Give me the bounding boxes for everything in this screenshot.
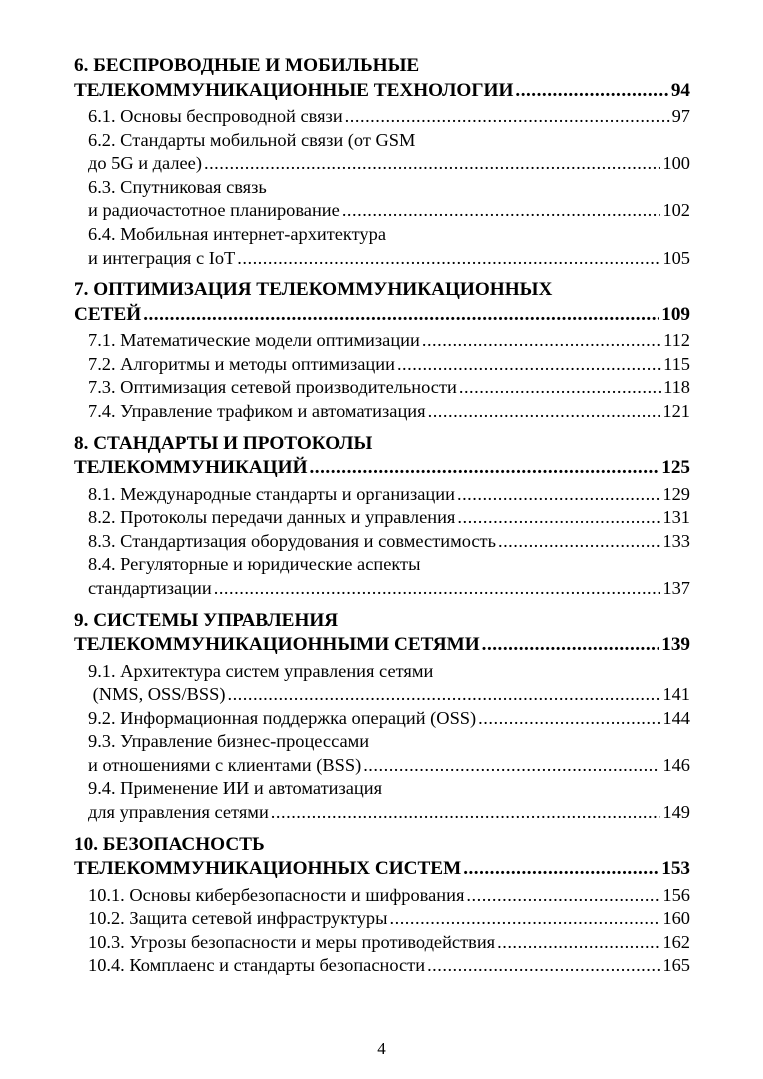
section-page-number: 97: [671, 106, 690, 126]
chapter-page-number: 139: [661, 634, 690, 655]
chapter-title-line2: СЕТЕЙ: [74, 303, 142, 325]
section-entry[interactable]: [88, 530, 690, 554]
section-page-number: 144: [662, 707, 690, 728]
section-entry[interactable]: [88, 376, 690, 400]
section-title-line1: 9.1. Архитектура систем управления сетями: [88, 660, 434, 681]
dot-leader: [271, 801, 661, 825]
section-page-number: 115: [663, 353, 690, 374]
section-entry[interactable]: [88, 777, 690, 824]
section-entry[interactable]: [88, 553, 690, 600]
chapter-title-line1: 6. БЕСПРОВОДНЫЕ И МОБИЛЬНЫЕ: [74, 55, 420, 76]
section-title: 7.3. Оптимизация сетевой производительности: [88, 377, 457, 398]
dot-leader: [345, 105, 670, 129]
dot-leader: [428, 400, 661, 424]
section-title: 9.2. Информационная поддержка операций (OSS): [88, 707, 477, 728]
chapter-page-number: 153: [661, 858, 690, 880]
dot-leader: [143, 303, 659, 328]
dot-leader: [478, 707, 660, 731]
section-title: (NMS, OSS/BSS): [88, 684, 226, 705]
section-page-number: 156: [662, 884, 690, 905]
dot-leader: [457, 483, 660, 507]
section-page-number: 100: [662, 153, 690, 174]
dot-leader: [463, 857, 659, 882]
section-title: и радиочастотное планирование: [88, 200, 340, 221]
section-entry[interactable]: [88, 730, 690, 777]
section-entry[interactable]: [88, 329, 690, 353]
chapter-title-line1: 10. БЕЗОПАСНОСТЬ: [74, 833, 265, 855]
section-entry[interactable]: [88, 884, 690, 908]
section-title: 10.3. Угрозы безопасности и меры противодействия: [88, 931, 496, 952]
chapter-page-number: 94: [670, 79, 690, 101]
chapter-heading[interactable]: [74, 54, 690, 103]
dot-leader: [310, 456, 660, 481]
dot-leader: [363, 754, 660, 778]
section-title-line1: 6.4. Мобильная интернет-архитектура: [88, 223, 386, 244]
section-title: 7.2. Алгоритмы и методы оптимизации: [88, 353, 395, 374]
section-page-number: 129: [662, 483, 690, 504]
section-title: и интеграция с IoT: [88, 247, 236, 268]
section-entry[interactable]: [88, 129, 690, 176]
chapter-title-line1: 9. СИСТЕМЫ УПРАВЛЕНИЯ: [74, 609, 339, 631]
dot-leader: [515, 79, 668, 104]
section-page-number: 131: [662, 507, 690, 528]
dot-leader: [227, 683, 660, 707]
section-page-number: 137: [662, 577, 690, 598]
dot-leader: [342, 199, 661, 223]
section-title: 7.4. Управление трафиком и автоматизация: [88, 400, 426, 421]
page-number: 4: [377, 1039, 386, 1058]
chapter-heading[interactable]: [74, 432, 690, 481]
section-entry[interactable]: [88, 707, 690, 731]
section-title: и отношениями с клиентами (BSS): [88, 754, 362, 775]
chapter-6: [74, 54, 690, 270]
dot-leader: [498, 530, 660, 554]
chapter-page-number: 125: [661, 457, 690, 479]
section-title: 10.4. Комплаенс и стандарты безопасности: [88, 955, 426, 976]
dot-leader: [397, 353, 661, 377]
chapter-title-line2: ТЕЛЕКОММУНИКАЦИОННЫЕ ТЕХНОЛОГИИ: [74, 79, 514, 101]
dot-leader: [237, 247, 660, 271]
section-title: 8.1. Международные стандарты и организации: [88, 483, 455, 504]
section-title-line1: 6.3. Спутниковая связь: [88, 176, 267, 197]
chapter-heading[interactable]: [74, 833, 690, 882]
section-page-number: 121: [662, 400, 690, 421]
section-title-line1: 6.2. Стандарты мобильной связи (от GSM: [88, 129, 416, 150]
section-page-number: 165: [662, 955, 690, 976]
section-page-number: 160: [662, 908, 690, 929]
section-title: 7.1. Математические модели оптимизации: [88, 330, 420, 351]
section-entry[interactable]: [88, 353, 690, 377]
chapter-heading[interactable]: [74, 609, 690, 658]
section-title: 8.2. Протоколы передачи данных и управления: [88, 507, 456, 528]
section-title: 8.3. Стандартизация оборудования и совместимость: [88, 530, 496, 551]
chapter-7: [74, 278, 690, 423]
section-page-number: 118: [663, 377, 690, 398]
chapter-title-line2: ТЕЛЕКОММУНИКАЦИОННЫМИ СЕТЯМИ: [74, 634, 480, 655]
section-page-number: 141: [662, 684, 690, 705]
section-entry[interactable]: [88, 483, 690, 507]
dot-leader: [422, 329, 661, 353]
chapter-title-line2: ТЕЛЕКОММУНИКАЦИОННЫХ СИСТЕМ: [74, 858, 462, 880]
section-entry[interactable]: [88, 954, 690, 978]
dot-leader: [459, 376, 661, 400]
dot-leader: [466, 884, 660, 908]
dot-leader: [497, 931, 660, 955]
section-entry[interactable]: [88, 223, 690, 270]
section-page-number: 149: [662, 802, 690, 823]
section-entry[interactable]: [88, 660, 690, 707]
section-page-number: 146: [662, 754, 690, 775]
section-entry[interactable]: [88, 400, 690, 424]
section-entry[interactable]: [88, 506, 690, 530]
section-page-number: 133: [662, 530, 690, 551]
section-title: 10.1. Основы кибербезопасности и шифрования: [88, 884, 465, 905]
chapter-title-line1: 7. ОПТИМИЗАЦИЯ ТЕЛЕКОММУНИКАЦИОННЫХ: [74, 279, 553, 301]
section-page-number: 102: [662, 200, 690, 221]
dot-leader: [214, 577, 661, 601]
chapter-9: [74, 609, 690, 825]
dot-leader: [482, 633, 660, 658]
section-page-number: 105: [662, 247, 690, 268]
section-title-line1: 9.4. Применение ИИ и автоматизация: [88, 778, 383, 799]
chapter-8: [74, 432, 690, 601]
section-title: 6.1. Основы беспроводной связи: [88, 106, 343, 126]
chapter-title-line1: 8. СТАНДАРТЫ И ПРОТОКОЛЫ: [74, 432, 373, 454]
dot-leader: [457, 506, 660, 530]
section-page-number: 162: [662, 931, 690, 952]
section-title: стандартизации: [88, 577, 212, 598]
chapter-heading[interactable]: [74, 278, 690, 327]
dot-leader: [204, 152, 660, 176]
section-entry[interactable]: [88, 931, 690, 955]
section-title-line1: 9.3. Управление бизнес-процессами: [88, 731, 370, 752]
section-title: 10.2. Защита сетевой инфраструктуры: [88, 908, 388, 929]
chapter-10: [74, 833, 690, 978]
dot-leader: [390, 907, 661, 931]
chapter-title-line2: ТЕЛЕКОММУНИКАЦИЙ: [74, 457, 308, 479]
section-title-line1: 8.4. Регуляторные и юридические аспекты: [88, 554, 421, 575]
chapter-page-number: 109: [661, 303, 690, 325]
section-entry[interactable]: [88, 105, 690, 129]
section-entry[interactable]: [88, 907, 690, 931]
section-title: до 5G и далее): [88, 153, 202, 174]
section-title: для управления сетями: [88, 802, 269, 823]
table-of-contents: [74, 54, 690, 978]
section-entry[interactable]: [88, 176, 690, 223]
dot-leader: [427, 954, 660, 978]
section-page-number: 112: [663, 330, 690, 351]
